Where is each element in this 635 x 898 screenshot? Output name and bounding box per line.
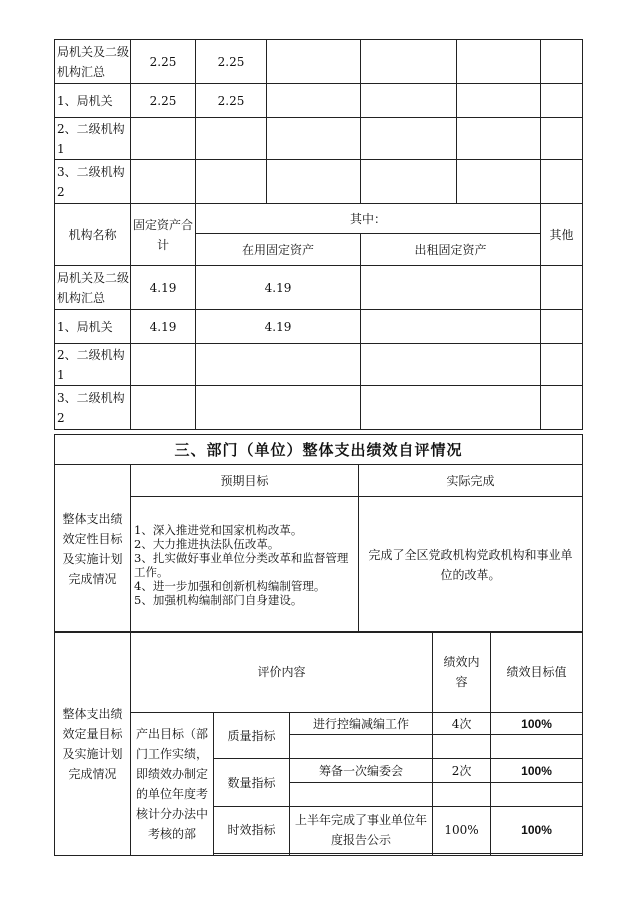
value-cell [131, 118, 196, 160]
table-row [55, 118, 583, 160]
org-name-cell: 1、局机关 [55, 310, 131, 344]
leased-header: 出租固定资产 [361, 234, 541, 266]
org-name-cell: 3、二级机构2 [55, 160, 131, 204]
goal-item: 2、大力推进执法队伍改革。 [134, 536, 280, 551]
table-row [55, 310, 583, 344]
total-cell: 4.19 [131, 310, 196, 344]
table-row [55, 386, 583, 430]
indicator-name: 时效指标 [214, 807, 290, 854]
indicator-name: 质量指标 [214, 713, 290, 759]
qualitative-table [54, 434, 583, 633]
value-cell: 2.25 [196, 84, 267, 118]
value-cell: 2.25 [196, 40, 267, 84]
eval-header: 评价内容 [131, 632, 433, 713]
asset-table-a [54, 39, 583, 430]
indicator-target: 100% [433, 807, 491, 854]
section-title: 三、部门（单位）整体支出绩效自评情况 [55, 435, 583, 465]
in-use-header: 在用固定资产 [196, 234, 361, 266]
output-target-label: 产出目标（部门工作实绩，即绩效办制定的单位年度考核计分办法中考核的部 [131, 713, 214, 856]
table-row [55, 344, 583, 386]
total-cell [131, 386, 196, 430]
goal-item: 5、加强机构编制部门自身建设。 [134, 592, 303, 607]
in-use-cell [196, 386, 361, 430]
org-name-cell: 2、二级机构1 [55, 344, 131, 386]
table-row [55, 160, 583, 204]
goal-item: 4、进一步加强和创新机构编制管理。 [134, 578, 326, 593]
indicator-name: 数量指标 [214, 759, 290, 807]
org-name-cell: 2、二级机构1 [55, 118, 131, 160]
in-use-cell: 4.19 [196, 266, 361, 310]
indicator-target: 4次 [433, 713, 491, 735]
table-row [55, 713, 583, 735]
org-name-cell: 3、二级机构2 [55, 386, 131, 430]
indicator-status: 100% [491, 759, 583, 783]
total-cell: 4.19 [131, 266, 196, 310]
org-name-cell: 局机关及二级机构汇总 [55, 266, 131, 310]
table-row [55, 266, 583, 310]
table-row [55, 40, 583, 84]
total-cell [131, 344, 196, 386]
goal-item: 3、扎实做好事业单位分类改革和监督管理工作。 [134, 550, 349, 579]
fixed-asset-header-row [55, 204, 583, 234]
indicator-target: 2次 [433, 759, 491, 783]
value-cell [196, 118, 267, 160]
value-cell: 2.25 [131, 40, 196, 84]
org-name-header: 机构名称 [55, 204, 131, 266]
other-header: 其他 [541, 204, 583, 266]
indicator-status: 100% [491, 713, 583, 735]
expected-header: 预期目标 [131, 465, 359, 497]
value-cell [131, 160, 196, 204]
in-use-cell [196, 344, 361, 386]
value-cell [196, 160, 267, 204]
quantitative-table [54, 631, 583, 856]
indicator-status: 100% [491, 807, 583, 854]
qualitative-label: 整体支出绩效定性目标及实施计划完成情况 [55, 465, 131, 633]
expected-goals [131, 497, 359, 633]
of-which-header: 其中： [196, 204, 541, 234]
quantitative-label: 整体支出绩效定量目标及实施计划完成情况 [55, 632, 131, 856]
indicator-content: 上半年完成了事业单位年度报告公示 [290, 807, 433, 854]
org-name-cell: 局机关及二级机构汇总 [55, 40, 131, 84]
actual-completion: 完成了全区党政机构党政机构和事业单位的改革。 [359, 497, 583, 633]
content-header: 绩效内容 [433, 632, 491, 713]
in-use-cell: 4.19 [196, 310, 361, 344]
table-row [55, 84, 583, 118]
goal-item: 1、深入推进党和国家机构改革。 [134, 522, 303, 537]
actual-header: 实际完成 [359, 465, 583, 497]
indicator-content: 进行控编减编工作 [290, 713, 433, 735]
org-name-cell: 1、局机关 [55, 84, 131, 118]
indicator-content: 筹备一次编委会 [290, 759, 433, 783]
target-header: 绩效目标值 [491, 632, 583, 713]
total-header: 固定资产合计 [131, 204, 196, 266]
value-cell: 2.25 [131, 84, 196, 118]
